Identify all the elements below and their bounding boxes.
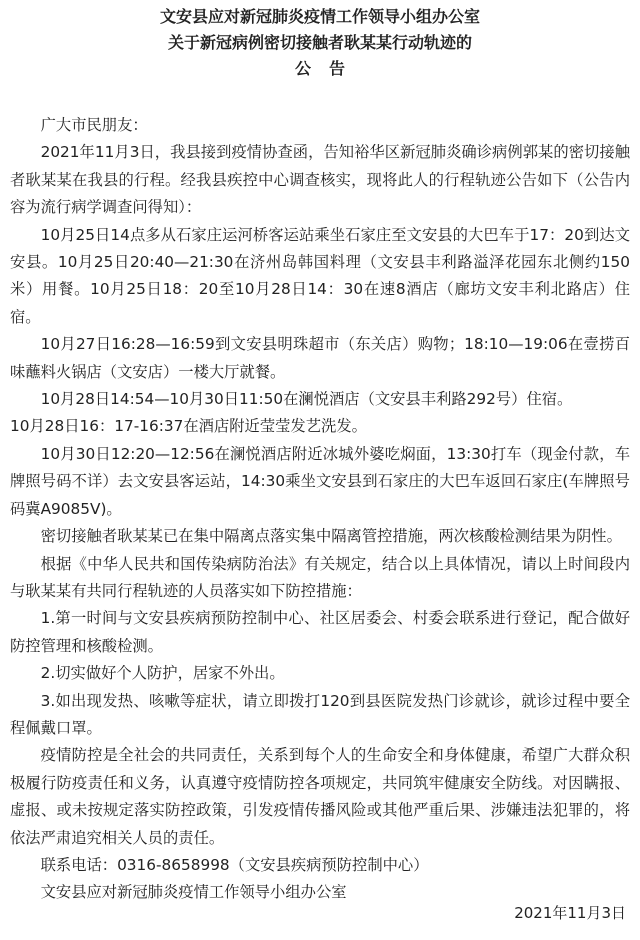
measure-2: 2.切实做好个人防护，居家不外出。 — [40, 664, 285, 683]
announcement-title — [10, 4, 630, 82]
announcement-body — [10, 112, 630, 907]
issuing-office: 文安县应对新冠肺炎疫情工作领导小组办公室 — [40, 883, 347, 902]
measure-1: 1.第一时间与文安县疾病预防控制中心、社区居委会、村委会联系进行登记，配合做好防控管理和核酸检测。 — [10, 609, 630, 655]
paragraph-responsibility: 疫情防控是全社会的共同责任，关系到每个人的生命安全和身体健康，希望广大群众积极履行防疫责任和义务，认真遵守疫情防控各项规定，共同筑牢健康安全防线。对因瞒报、虚报、或未按规定落实防控政策，引发疫情传播风险或其他严重后果、涉嫌违法犯罪的，将依法严肃追究相关人员的责任。 — [10, 746, 630, 847]
paragraph-oct28-hotel: 10月28日14:54—10月30日11:50在澜悦酒店（文安县丰利路292号）住宿。 — [40, 390, 573, 409]
salutation: 广大市民朋友： — [40, 116, 148, 134]
contact-phone: 联系电话：0316-8658998（文安县疾病预防控制中心） — [40, 855, 429, 874]
measure-3: 3.如出现发热、咳嗽等症状，请立即拨打120到县医院发热门诊就诊，就诊过程中要全程佩戴口罩。 — [10, 691, 630, 737]
paragraph-oct25: 10月25日14点多从石家庄运河桥客运站乘坐石家庄至文安县的大巴车于17：20到达文安县。10月25日20:40—21:30在济州岛韩国料理（文安县丰利路溢泽花园东北侧约150米）用餐。10月25日18：20至10月28日14：30在速8酒店（廊坊文安丰利北路店）住宿。 — [10, 225, 630, 326]
paragraph-law: 根据《中华人民共和国传染病防治法》有关规定，结合以上具体情况，请以上时间段内与耿某某有共同行程轨迹的人员落实如下防控措施： — [10, 554, 630, 600]
paragraph-oct28-hair: 10月28日16：17-16:37在酒店附近莹莹发艺洗发。 — [10, 417, 367, 436]
title-line-3: 公告 — [294, 59, 363, 78]
paragraph-oct27: 10月27日16:28—16:59到文安县明珠超市（东关店）购物；18:10—19:06在壹捞百味蘸料火锅店（文安店）一楼大厅就餐。 — [10, 335, 630, 381]
paragraph-isolation: 密切接触者耿某某已在集中隔离点落实集中隔离管控措施，两次核酸检测结果为阴性。 — [40, 527, 622, 546]
announcement-date: 2021年11月3日 — [514, 904, 626, 922]
announcement-page — [0, 4, 640, 940]
title-line-2: 关于新冠病例密切接触者耿某某行动轨迹的 — [167, 33, 472, 52]
title-line-1: 文安县应对新冠肺炎疫情工作领导小组办公室 — [159, 7, 480, 26]
paragraph-oct30: 10月30日12:20—12:56在澜悦酒店附近冰城外婆吃焖面，13:30打车（现金付款，车牌照号码不详）去文安县客运站，14:30乘坐文安县到石家庄的大巴车返回石家庄(车牌照号码冀A9085V)。 — [10, 444, 630, 518]
paragraph-notice: 2021年11月3日，我县接到疫情协查函，告知裕华区新冠肺炎确诊病例郭某的密切接触者耿某某在我县的行程。经我县疾控中心调查核实，现将此人的行程轨迹公告如下（公告内容为流行病学调查问得知）： — [10, 143, 630, 217]
